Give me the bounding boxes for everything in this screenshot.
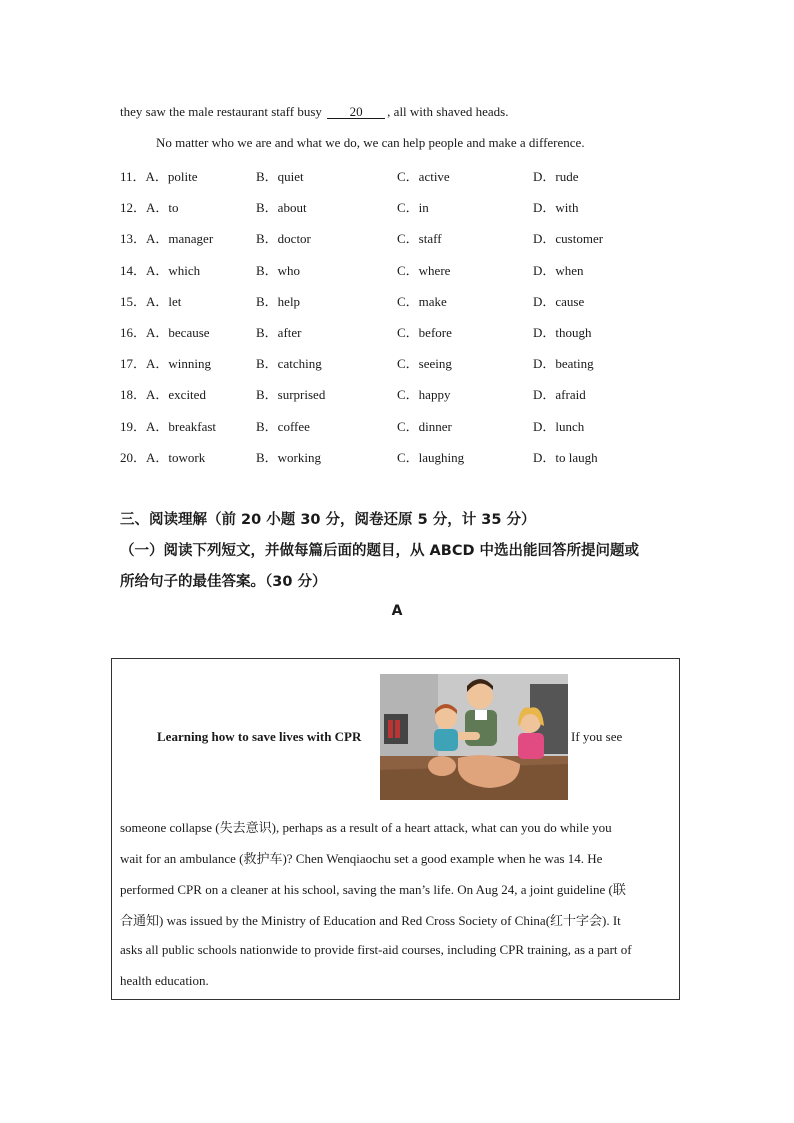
question-number: 18． — [120, 387, 147, 403]
option-c: C．in — [397, 200, 429, 216]
option-c: C．before — [397, 325, 452, 340]
question-number: 11． — [120, 169, 146, 184]
question-row — [120, 228, 680, 246]
question-number: 12． — [120, 200, 147, 216]
question-number: 16． — [120, 325, 147, 340]
article-line-6: health education. — [120, 973, 209, 988]
option-a: A．which — [146, 262, 201, 278]
option-b: B．coffee — [256, 418, 310, 434]
article-line-1: someone collapse (失去意识), perhaps as a result of a heart attack, what can you do while you — [120, 820, 612, 835]
question-number-and-option-a — [120, 228, 213, 247]
question-number-and-option-a — [120, 166, 198, 185]
option-b: B．catching — [256, 356, 322, 372]
option-a: A．excited — [146, 387, 206, 403]
section-instruction-line-2: 所给句子的最佳答案。（30 分） — [120, 574, 327, 590]
question-row — [120, 197, 680, 215]
option-b: B．help — [256, 293, 301, 309]
question-row — [120, 447, 680, 465]
option-b: B．quiet — [256, 169, 304, 184]
option-a: A．towork — [146, 449, 206, 465]
question-number-and-option-a — [120, 353, 211, 372]
option-d: D．afraid — [533, 387, 586, 403]
question-number-and-option-a — [120, 322, 210, 341]
passage-label: A — [391, 603, 403, 619]
question-row — [120, 166, 680, 184]
option-a: A．polite — [145, 169, 198, 184]
option-b: B．surprised — [256, 387, 326, 403]
option-b: B．about — [256, 200, 307, 216]
option-d: D．lunch — [533, 418, 585, 434]
option-d: D．rude — [533, 169, 579, 184]
option-d: D．when — [533, 262, 584, 278]
passage-text-before-blank: they saw the male restaurant staff busy — [120, 104, 322, 119]
passage-line-2: No matter who we are and what we do, we can help people and make a difference. — [156, 135, 585, 150]
option-d: D．with — [533, 200, 579, 216]
option-a: A．manager — [146, 231, 214, 247]
option-a: A．winning — [146, 356, 212, 372]
article-line-5: asks all public schools nationwide to provide first-aid courses, including CPR training, as a part of — [120, 942, 632, 957]
option-c: C．staff — [397, 231, 442, 247]
question-row — [120, 353, 680, 371]
article-line-4: 合通知) was issued by the Ministry of Education and Red Cross Society of China(红十字会). It — [120, 913, 621, 928]
question-number: 14． — [120, 262, 147, 278]
question-number: 20． — [120, 449, 147, 465]
question-row — [120, 291, 680, 309]
passage-line-1 — [120, 104, 508, 120]
article-box — [111, 658, 680, 1000]
option-c: C．active — [397, 169, 450, 184]
question-number: 17． — [120, 356, 147, 372]
question-number: 13． — [120, 231, 147, 247]
cpr-illustration — [380, 674, 568, 800]
question-number-and-option-a — [120, 260, 200, 279]
option-a: A．because — [146, 325, 210, 340]
question-row — [120, 416, 680, 434]
option-c: C．where — [397, 262, 451, 278]
article-line-3: performed CPR on a cleaner at his school, saving the man’s life. On Aug 24, a joint guideline (联 — [120, 882, 626, 897]
section-instruction-line-1: （一）阅读下列短文，并做每篇后面的题目，从 ABCD 中选出能回答所提问题或 — [120, 543, 640, 559]
option-c: C．happy — [397, 387, 451, 403]
option-c: C．seeing — [397, 356, 452, 372]
question-row — [120, 384, 680, 402]
question-number-and-option-a — [120, 384, 206, 403]
article-line-2: wait for an ambulance (救护车)? Chen Wenqiaochu set a good example when he was 14. He — [120, 851, 603, 866]
option-d: D．to laugh — [533, 449, 598, 465]
question-row — [120, 322, 680, 340]
option-d: D．customer — [533, 231, 604, 247]
option-b: B．doctor — [256, 231, 311, 247]
option-d: D．beating — [533, 356, 594, 372]
option-b: B．who — [256, 262, 301, 278]
option-d: D．cause — [533, 293, 585, 309]
answer-blank-20: 20 — [327, 105, 385, 119]
option-b: B．working — [256, 449, 322, 465]
section-title: 三、阅读理解（前 20 小题 30 分，阅卷还原 5 分，计 35 分） — [120, 512, 536, 528]
question-number: 15． — [120, 293, 147, 309]
question-number: 19． — [120, 418, 147, 434]
question-number-and-option-a — [120, 447, 205, 466]
passage-text-after-blank: , all with shaved heads. — [387, 104, 509, 119]
question-number-and-option-a — [120, 197, 179, 216]
option-a: A．to — [146, 200, 179, 216]
option-c: C．dinner — [397, 418, 452, 434]
option-a: A．breakfast — [146, 418, 217, 434]
question-number-and-option-a — [120, 291, 181, 310]
option-c: C．laughing — [397, 449, 465, 465]
option-a: A．let — [146, 293, 182, 309]
option-b: B．after — [256, 325, 302, 340]
article-title: Learning how to save lives with CPR — [157, 729, 362, 744]
article-title-continuation: If you see — [571, 729, 623, 744]
option-c: C．make — [397, 293, 447, 309]
option-d: D．though — [533, 325, 592, 340]
question-row — [120, 260, 680, 278]
question-number-and-option-a — [120, 416, 216, 435]
